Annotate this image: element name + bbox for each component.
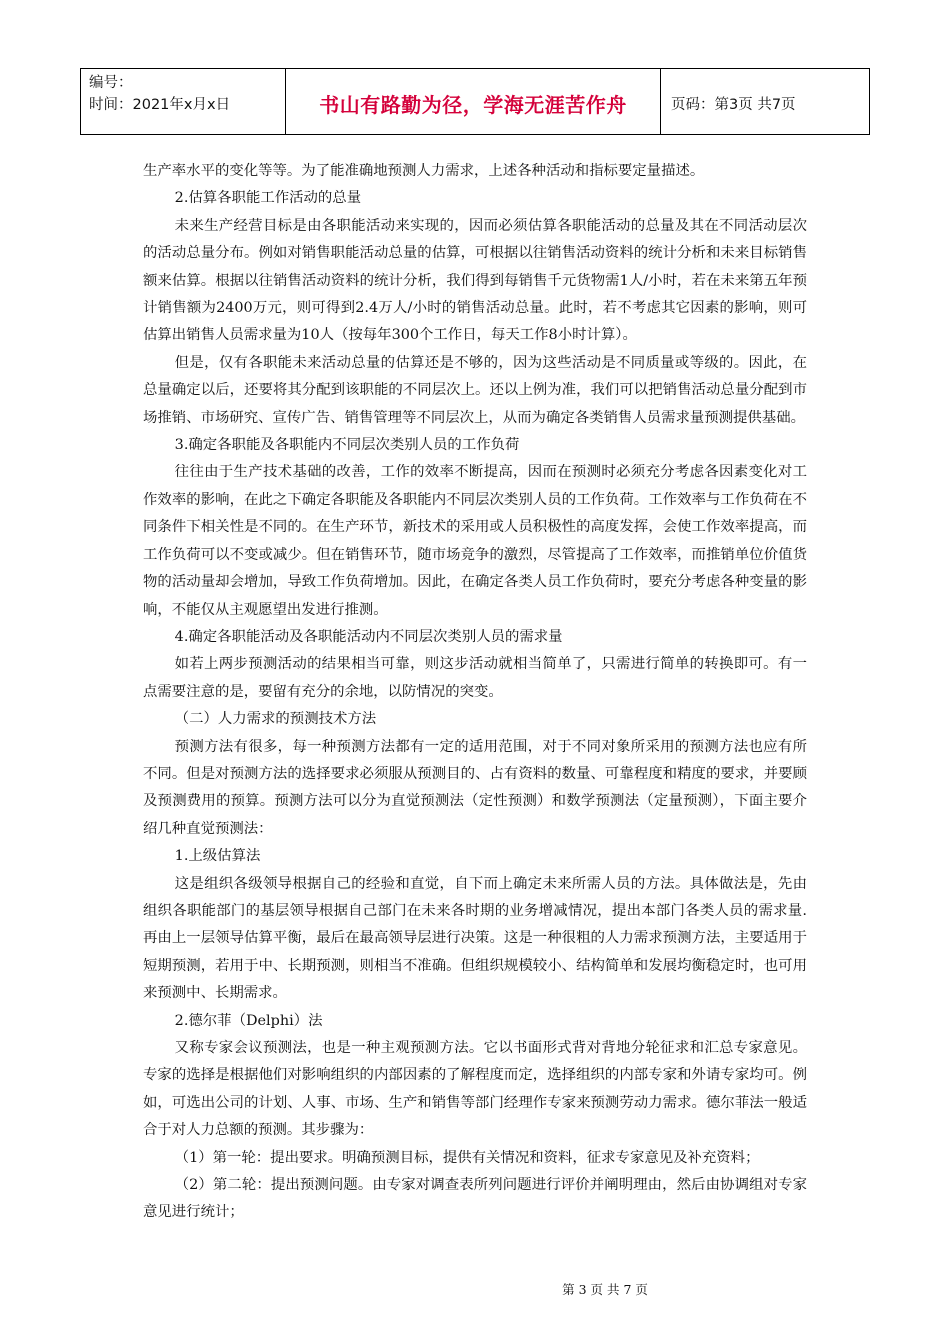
document-body xyxy=(143,158,807,1227)
header-page-number: 页码：第3页 共7页 xyxy=(671,97,796,113)
paragraph: 未来生产经营目标是由各职能活动来实现的，因而必须估算各职能活动的总量及其在不同活动层次的活动总量分布。例如对销售职能活动总量的估算，可根据以往销售活动资料的统计分析和未来目标销售额来估算。根据以往销售活动资料的统计分析，我们得到每销售千元货物需1人/小时，若在未来第五年预计销售额为2400万元，则可得到2.4万人/小时的销售活动总量。此时，若不考虑其它因素的影响，则可估算出销售人员需求量为10人（按每年300个工作日，每天工作8小时计算）。 xyxy=(143,217,807,344)
page-footer: 第 3 页 共 7 页 xyxy=(562,1282,648,1297)
header-motto-cell xyxy=(286,69,661,134)
paragraph: 但是，仅有各职能未来活动总量的估算还是不够的，因为这些活动是不同质量或等级的。因此，在总量确定以后，还要将其分配到该职能的不同层次上。还以上例为准，我们可以把销售活动总量分配到市场推销、市场研究、宣传广告、销售管理等不同层次上，从而为确定各类销售人员需求量预测提供基础。 xyxy=(143,354,807,426)
section-heading: 2.估算各职能工作活动的总量 xyxy=(174,190,362,207)
paragraph: 如若上两步预测活动的结果相当可靠，则这步活动就相当简单了，只需进行简单的转换即可。有一点需要注意的是，要留有充分的余地，以防情况的突变。 xyxy=(143,656,807,700)
header-page-cell xyxy=(661,69,869,134)
section-heading: 1.上级估算法 xyxy=(174,848,261,865)
paragraph: 这是组织各级领导根据自己的经验和直觉，自下而上确定未来所需人员的方法。具体做法是，先由组织各职能部门的基层领导根据自己部门在未来各时期的业务增减情况，提出本部门各类人员的需求量.再由上一层领导估算平衡，最后在最高领导层进行决策。这是一种很粗的人力需求预测方法，主要适用于短期预测，若用于中、长期预测，则相当不准确。但组织规模较小、结构简单和发展均衡稳定时，也可用来预测中、长期需求。 xyxy=(143,875,807,1002)
section-heading: 2.德尔菲（Delphi）法 xyxy=(174,1012,323,1029)
paragraph: 生产率水平的变化等等。为了能准确地预测人力需求，上述各种活动和指标要定量描述。 xyxy=(143,163,705,179)
list-item: （1）第一轮：提出要求。明确预测目标，提供有关情况和资料，征求专家意见及补充资料； xyxy=(174,1149,760,1166)
header-motto: 书山有路勤为径，学海无涯苦作舟 xyxy=(319,93,627,117)
document-time-label: 时间：2021年x月x日 xyxy=(89,97,231,113)
section-heading: 3.确定各职能及各职能内不同层次类别人员的工作负荷 xyxy=(174,437,520,454)
paragraph: 预测方法有很多，每一种预测方法都有一定的适用范围，对于不同对象所采用的预测方法也应有所不同。但是对预测方法的选择要求必须服从预测目的、占有资料的数量、可靠程度和精度的要求，并要顾及预测费用的预算。预测方法可以分为直觉预测法（定性预测）和数学预测法（定量预测），下面主要介绍几种直觉预测法： xyxy=(143,738,807,837)
section-heading: （二）人力需求的预测技术方法 xyxy=(174,711,377,728)
paragraph: 往往由于生产技术基础的改善，工作的效率不断提高，因而在预测时必须充分考虑各因素变化对工作效率的影响，在此之下确定各职能及各职能内不同层次类别人员的工作负荷。工作效率与工作负荷在不同条件下相关性是不同的。在生产环节，新技术的采用或人员积极性的高度发挥，会使工作效率提高，而工作负荷可以不变或减少。但在销售环节，随市场竞争的激烈，尽管提高了工作效率，而推销单位价值货物的活动量却会增加，导致工作负荷增加。因此，在确定各类人员工作负荷时，要充分考虑各种变量的影响，不能仅从主观愿望出发进行推测。 xyxy=(143,464,807,618)
document-header xyxy=(80,68,870,135)
paragraph: 又称专家会议预测法，也是一种主观预测方法。它以书面形式背对背地分轮征求和汇总专家意见。专家的选择是根据他们对影响组织的内部因素的了解程度而定，选择组织的内部专家和外请专家均可。例如，可选出公司的计划、人事、市场、生产和销售等部门经理作专家来预测劳动力需求。德尔菲法一般适合于对人力总额的预测。其步骤为： xyxy=(143,1040,807,1139)
document-number-label: 编号： xyxy=(89,75,133,91)
section-heading: 4.确定各职能活动及各职能活动内不同层次类别人员的需求量 xyxy=(174,628,563,645)
list-item: （2）第二轮：提出预测问题。由专家对调查表所列问题进行评价并阐明理由，然后由协调组对专家意见进行统计； xyxy=(143,1177,807,1221)
header-meta-cell xyxy=(81,69,286,134)
